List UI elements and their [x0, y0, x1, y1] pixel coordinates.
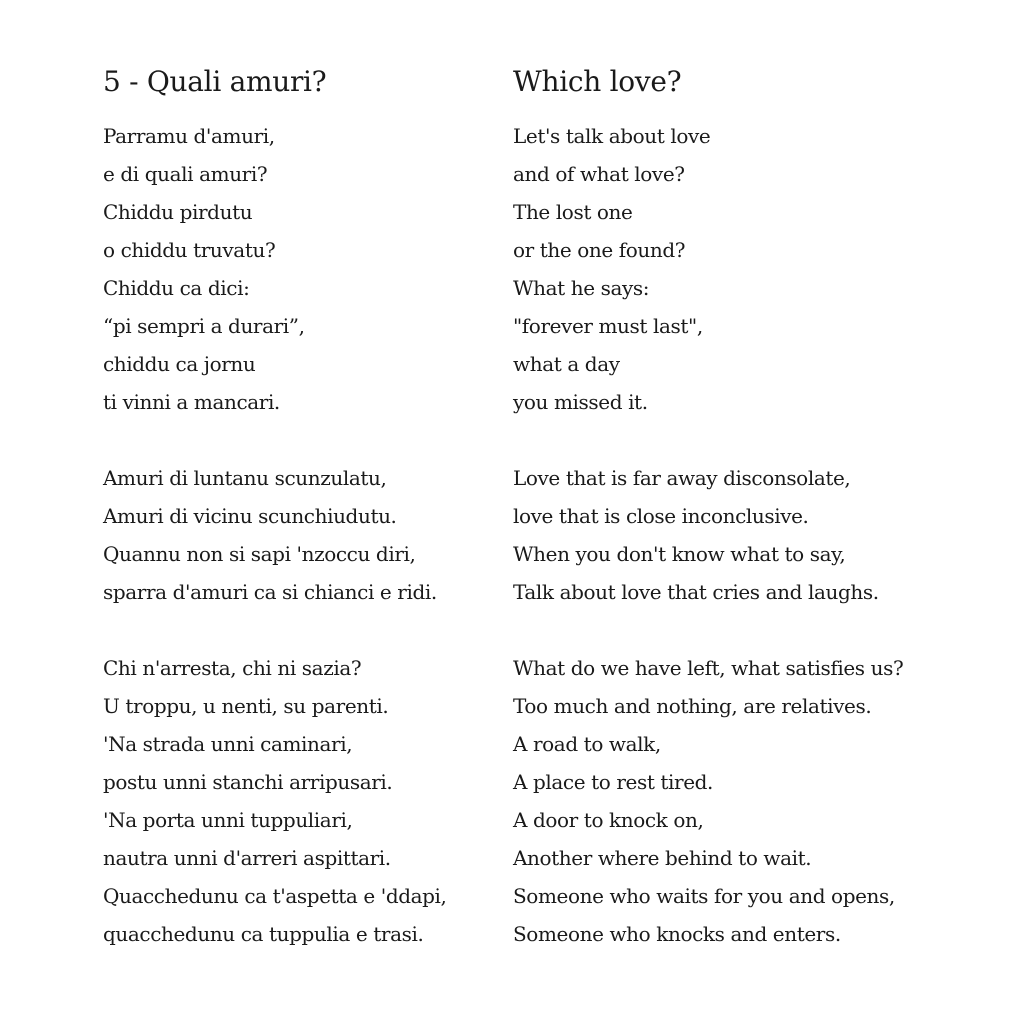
- poem-line: nautra unni d'arreri aspittari.: [103, 846, 391, 870]
- poem-line: Love that is far away disconsolate,: [513, 466, 851, 490]
- poem-line: o chiddu truvatu?: [103, 238, 276, 262]
- sicilian-poem-title: 5 - Quali amuri?: [103, 65, 327, 98]
- poem-line: A road to walk,: [513, 732, 661, 756]
- english-stanza-1: [513, 117, 1013, 421]
- poem-line: quacchedunu ca tuppulia e trasi.: [103, 922, 424, 946]
- poem-line: What he says:: [513, 276, 650, 300]
- poem-line: What do we have left, what satisfies us?: [513, 656, 904, 680]
- poem-line: or the one found?: [513, 238, 686, 262]
- english-poem-title: Which love?: [513, 65, 682, 98]
- poem-line: Another where behind to wait.: [513, 846, 812, 870]
- sicilian-stanza-2: [103, 459, 503, 611]
- poem-line: The lost one: [513, 200, 633, 224]
- poem-line: Amuri di luntanu scunzulatu,: [103, 466, 387, 490]
- sicilian-poem-column: [103, 62, 503, 953]
- poem-line: "forever must last",: [513, 314, 703, 338]
- poem-line: Too much and nothing, are relatives.: [513, 694, 872, 718]
- poem-line: A door to knock on,: [513, 808, 704, 832]
- poem-line: A place to rest tired.: [513, 770, 713, 794]
- poem-line: Let's talk about love: [513, 124, 711, 148]
- english-poem-column: [513, 62, 1013, 953]
- poem-line: Amuri di vicinu scunchiudutu.: [103, 504, 397, 528]
- poem-line: Chiddu ca dici:: [103, 276, 250, 300]
- poem-line: e di quali amuri?: [103, 162, 268, 186]
- poem-line: Quannu non si sapi 'nzoccu diri,: [103, 542, 416, 566]
- poem-line: Someone who knocks and enters.: [513, 922, 841, 946]
- poem-line: Parramu d'amuri,: [103, 124, 275, 148]
- poem-line: ti vinni a mancari.: [103, 390, 280, 414]
- sicilian-stanza-1: [103, 117, 503, 421]
- sicilian-stanza-3: [103, 649, 503, 953]
- poem-line: love that is close inconclusive.: [513, 504, 809, 528]
- poem-line: postu unni stanchi arripusari.: [103, 770, 393, 794]
- poem-line: Chiddu pirdutu: [103, 200, 253, 224]
- poem-line: what a day: [513, 352, 620, 376]
- poem-line: Talk about love that cries and laughs.: [513, 580, 879, 604]
- poem-line: Chi n'arresta, chi ni sazia?: [103, 656, 362, 680]
- poem-line: 'Na porta unni tuppuliari,: [103, 808, 353, 832]
- poem-line: “pi sempri a durari”,: [103, 314, 305, 338]
- english-stanza-3: [513, 649, 1013, 953]
- poem-line: chiddu ca jornu: [103, 352, 256, 376]
- poem-line: When you don't know what to say,: [513, 542, 846, 566]
- poem-line: you missed it.: [513, 390, 648, 414]
- english-stanza-2: [513, 459, 1013, 611]
- poem-line: Someone who waits for you and opens,: [513, 884, 895, 908]
- poem-line: 'Na strada unni caminari,: [103, 732, 353, 756]
- poem-line: sparra d'amuri ca si chianci e ridi.: [103, 580, 437, 604]
- poem-line: U troppu, u nenti, su parenti.: [103, 694, 389, 718]
- poem-line: Quacchedunu ca t'aspetta e 'ddapi,: [103, 884, 447, 908]
- poem-line: and of what love?: [513, 162, 685, 186]
